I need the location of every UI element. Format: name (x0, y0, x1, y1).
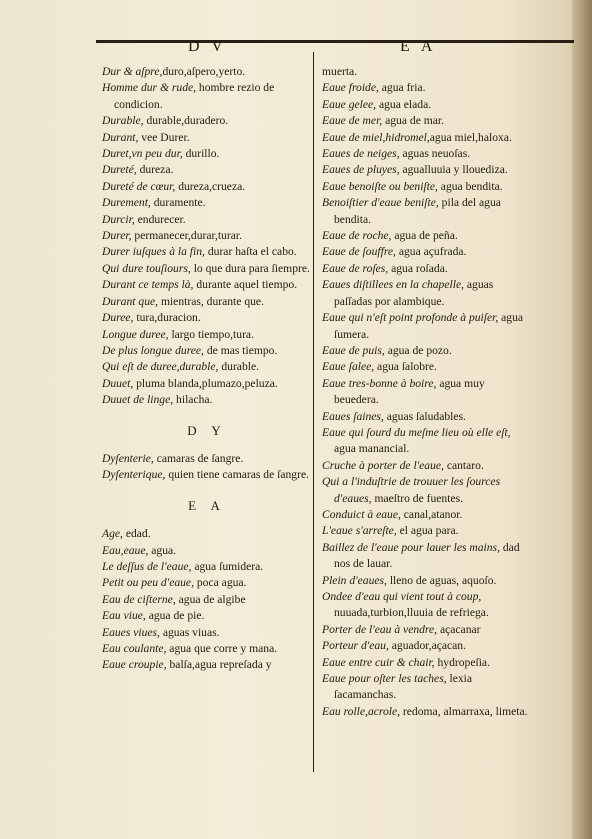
dictionary-entry (102, 261, 312, 277)
entry-translation: hydropeſia. (434, 655, 490, 669)
dictionary-entry (102, 559, 312, 575)
entry-translation: agua de pozo. (384, 343, 452, 357)
dictionary-entry (322, 179, 528, 195)
entry-translation: agua elada. (376, 97, 432, 111)
dictionary-block-ea (102, 526, 312, 674)
entry-headword: Qui dure touſiours, (102, 261, 191, 275)
entry-headword: Durer, (102, 229, 132, 243)
entry-headword: Eaues viues, (102, 625, 160, 639)
entry-headword: Eaues diſtillees en la chapelle, (322, 278, 464, 292)
dictionary-block-ea-continued (322, 64, 528, 720)
entry-headword: Eaue entre cuir & chair, (322, 655, 435, 669)
dictionary-entry (322, 409, 528, 425)
entry-headword: Durer iuſques à la fin, (102, 245, 205, 259)
entry-headword: Durable, (102, 114, 144, 128)
entry-headword: Eaue benoiſte ou beniſte, (322, 179, 438, 193)
dictionary-entry (322, 80, 528, 96)
dictionary-block-du (102, 64, 312, 409)
dictionary-entry (322, 244, 528, 260)
entry-translation: lexia ſacamanchas. (334, 672, 473, 702)
dictionary-entry (322, 195, 528, 228)
dictionary-entry (322, 425, 528, 458)
entry-translation: mientras, durante que. (158, 294, 264, 308)
dictionary-entry (102, 359, 312, 375)
entry-headword: Eaue croupie, (102, 658, 167, 672)
entry-headword: Durant, (102, 130, 139, 144)
dictionary-entry (102, 392, 312, 408)
entry-headword: Durant que, (102, 294, 159, 308)
dictionary-entry (322, 162, 528, 178)
dictionary-entry (102, 608, 312, 624)
entry-headword: Duret,vn peu dur, (102, 147, 183, 161)
entry-translation: edad. (122, 527, 151, 541)
entry-translation: duro,aſpero,yerto. (162, 65, 246, 78)
entry-translation: dureza,crueza. (175, 179, 246, 193)
dictionary-entry (322, 64, 528, 80)
entry-translation: poca agua. (193, 576, 247, 590)
entry-translation: pluma blanda,plumazo,peluza. (133, 376, 278, 390)
entry-headword: Eaues de pluyes, (322, 163, 400, 177)
entry-headword: Eaue tres-bonne à boire, (322, 376, 437, 390)
header-rule (96, 40, 574, 43)
entry-translation: redoma, almarraxa, limeta. (400, 704, 528, 718)
entry-translation: agua manancial. (334, 442, 410, 456)
entry-translation: camaras de ſangre. (153, 451, 244, 465)
dictionary-entry (102, 212, 312, 228)
dictionary-entry (102, 343, 312, 359)
dictionary-entry (102, 625, 312, 641)
entry-translation: aguas ſaludables. (383, 409, 466, 423)
entry-translation: agua de peña. (391, 229, 458, 243)
entry-translation: dad nos de lauar. (334, 540, 520, 571)
entry-translation: aguas paſſadas por alambique. (334, 278, 494, 308)
dictionary-entry (322, 277, 528, 310)
entry-headword: L'eaue s'arreſte, (322, 524, 397, 538)
entry-headword: Eau de ciſterne, (102, 592, 176, 606)
dictionary-entry (102, 641, 312, 657)
entry-headword: Durcir, (102, 212, 135, 226)
entry-headword: Petit ou peu d'eaue, (102, 576, 194, 590)
entry-headword: Eaue ſalee, (322, 360, 375, 374)
entry-headword: Eaue de roſes, (322, 261, 389, 275)
dictionary-entry (102, 228, 312, 244)
entry-headword: Le deſſus de l'eaue, (102, 559, 192, 573)
entry-translation: hilacha. (173, 393, 213, 407)
running-head-left: D V (188, 38, 227, 55)
entry-translation: dureza. (136, 163, 174, 177)
entry-headword: Qui a l'induſtrie de trouuer les ſources d'eaues, (322, 475, 501, 505)
dictionary-entry (102, 244, 312, 260)
entry-translation: quien tiene camaras de ſangre. (165, 468, 309, 482)
entry-headword: Eaue de mer, (322, 114, 383, 128)
entry-translation: muerta. (322, 65, 358, 78)
entry-headword: Dureté de cœur, (102, 179, 176, 193)
dictionary-entry (322, 310, 528, 343)
dictionary-entry (102, 575, 312, 591)
entry-headword: Eau,eaue, (102, 543, 149, 557)
entry-headword: Eaue pour oſter les taches, (322, 672, 447, 686)
dictionary-entry (322, 113, 528, 129)
running-head-right: E A (400, 38, 437, 55)
entry-translation: durillo. (182, 147, 220, 161)
dictionary-block-dy (102, 451, 312, 484)
entry-headword: Eaue gelee, (322, 97, 377, 111)
dictionary-entry (102, 294, 312, 310)
entry-translation: agua miel,haloxa. (429, 130, 512, 144)
dictionary-entry (102, 80, 312, 113)
dictionary-entry (322, 376, 528, 409)
dictionary-entry (102, 162, 312, 178)
column-divider (313, 52, 314, 772)
dictionary-entry (102, 64, 312, 80)
dictionary-entry (322, 146, 528, 162)
dictionary-entry (322, 228, 528, 244)
entry-translation: agua açufrada. (395, 245, 467, 259)
entry-translation: agua ſumidera. (191, 559, 264, 573)
entry-translation: agua de pie. (145, 609, 205, 623)
dictionary-entry (322, 261, 528, 277)
entry-translation: endurecer. (134, 212, 186, 226)
entry-translation: agua ſumera. (334, 311, 524, 341)
entry-translation: durante aquel tiempo. (193, 278, 298, 292)
entry-translation: vee Durer. (138, 130, 190, 144)
entry-translation: nuuada,turbion,lluuia de refriega. (334, 606, 489, 620)
entry-headword: Eaue de puis, (322, 343, 385, 357)
entry-headword: Dyſenterique, (102, 468, 166, 482)
entry-headword: Duree, (102, 311, 134, 325)
entry-headword: Durement, (102, 196, 151, 210)
dictionary-entry (102, 146, 312, 162)
entry-translation: agua de mar. (382, 114, 445, 128)
entry-translation: tura,duracion. (133, 311, 201, 325)
dictionary-entry (322, 638, 528, 654)
dictionary-entry (322, 359, 528, 375)
entry-headword: Durant ce temps là, (102, 278, 194, 292)
entry-headword: Duuet, (102, 376, 134, 390)
entry-headword: Eaue de miel,hidromel, (322, 130, 430, 144)
section-heading-dy: D Y (187, 422, 227, 438)
dictionary-entry (322, 540, 528, 573)
dictionary-entry (322, 622, 528, 638)
entry-translation: lleno de aguas, aquoſo. (386, 573, 497, 587)
dictionary-entry (102, 310, 312, 326)
dictionary-entry (322, 458, 528, 474)
entry-headword: Ondee d'eau qui vient tout à coup, (322, 590, 482, 603)
book-gutter (572, 0, 592, 839)
entry-headword: Eaue froide, (322, 81, 379, 95)
entry-headword: Benoiſtier d'eaue beniſte, (322, 196, 439, 210)
entry-translation: agua de algibe (175, 592, 246, 606)
dictionary-entry (322, 655, 528, 671)
dictionary-entry (102, 277, 312, 293)
entry-translation: permanecer,durar,turar. (131, 229, 242, 243)
dictionary-entry (102, 526, 312, 542)
entry-headword: Eaue qui ſourd du meſme lieu où elle eſt, (322, 425, 511, 439)
dictionary-entry (322, 343, 528, 359)
entry-headword: Dureté, (102, 163, 137, 177)
dictionary-entry (102, 592, 312, 608)
entry-translation: cantaro. (443, 458, 484, 472)
dictionary-entry (102, 467, 312, 483)
dictionary-entry (102, 543, 312, 559)
dictionary-entry (322, 523, 528, 539)
dictionary-entry (322, 130, 528, 146)
entry-translation: el agua para. (396, 524, 459, 538)
entry-translation: durable. (218, 360, 260, 374)
entry-translation: canal,atanor. (400, 507, 463, 521)
entry-translation: agua que corre y mana. (166, 642, 278, 655)
dictionary-entry (102, 130, 312, 146)
entry-headword: Eau coulante, (102, 642, 167, 655)
entry-translation: durar haſta el cabo. (204, 245, 297, 259)
entry-translation: agualluuia y llouediza. (399, 163, 508, 177)
entry-headword: Porter de l'eau à vendre, (322, 622, 438, 636)
dictionary-entry (322, 704, 528, 720)
entry-headword: Conduict à eaue, (322, 507, 401, 521)
left-column (102, 64, 312, 674)
entry-headword: Baillez de l'eaue pour lauer les mains, (322, 540, 500, 554)
section-heading-ea: E A (188, 497, 226, 513)
entry-headword: Age, (102, 527, 123, 541)
entry-headword: Duuet de linge, (102, 393, 174, 407)
entry-translation: largo tiempo,tura. (168, 327, 254, 341)
dictionary-entry (102, 195, 312, 211)
entry-headword: Plein d'eaues, (322, 573, 387, 587)
entry-translation: açacanar (437, 622, 481, 636)
entry-headword: Porteur d'eau, (322, 639, 389, 653)
entry-headword: Dyſenterie, (102, 451, 154, 465)
entry-headword: Homme dur & rude, (102, 81, 197, 95)
entry-translation: lo que dura para ſiempre. (190, 261, 310, 275)
dictionary-entry (102, 451, 312, 467)
entry-headword: Eaues ſaines, (322, 409, 384, 423)
entry-translation: agua muy beuedera. (334, 376, 485, 407)
dictionary-entry (102, 179, 312, 195)
entry-headword: Longue duree, (102, 327, 169, 341)
dictionary-entry (322, 589, 528, 622)
entry-translation: de mas tiempo. (203, 343, 278, 357)
entry-headword: Eaues de neiges, (322, 147, 400, 161)
dictionary-entry (322, 474, 528, 507)
entry-translation: durable,duradero. (143, 114, 229, 128)
dictionary-entry (322, 573, 528, 589)
entry-headword: Eau viue, (102, 609, 146, 623)
dictionary-entry (102, 327, 312, 343)
entry-translation: aguas neuoſas. (399, 147, 471, 161)
entry-translation: balſa,agua repreſada y (166, 658, 272, 672)
dictionary-entry (322, 671, 528, 704)
entry-translation: maeſtro de fuentes. (371, 491, 464, 505)
entry-translation: agua bendita. (437, 179, 503, 193)
entry-translation: aguador,açacan. (388, 639, 466, 653)
entry-headword: Qui eſt de duree,durable, (102, 360, 219, 374)
entry-headword: Dur & aſpre, (102, 65, 163, 78)
entry-translation: agua ſalobre. (374, 360, 437, 374)
dictionary-entry (102, 376, 312, 392)
entry-translation: agua fria. (378, 81, 426, 95)
entry-headword: Cruche à porter de l'eaue, (322, 458, 444, 472)
entry-headword: Eaue de roche, (322, 229, 392, 243)
entry-translation: agua roſada. (388, 261, 448, 275)
entry-headword: Eau rolle,acrole, (322, 704, 401, 718)
entry-translation: hombre rezio de condicion. (114, 81, 275, 111)
entry-translation: duramente. (150, 196, 206, 210)
dictionary-entry (322, 97, 528, 113)
dictionary-entry (102, 657, 312, 673)
entry-translation: pila del agua bendita. (334, 196, 501, 226)
entry-headword: Eaue qui n'eſt point profonde à puiſer, (322, 311, 499, 325)
entry-translation: agua. (148, 543, 177, 557)
right-column (322, 64, 528, 720)
entry-headword: De plus longue duree, (102, 343, 204, 357)
entry-headword: Eaue de ſouffre, (322, 245, 396, 259)
entry-translation: aguas viuas. (159, 625, 220, 639)
dictionary-entry (102, 113, 312, 129)
dictionary-entry (322, 507, 528, 523)
